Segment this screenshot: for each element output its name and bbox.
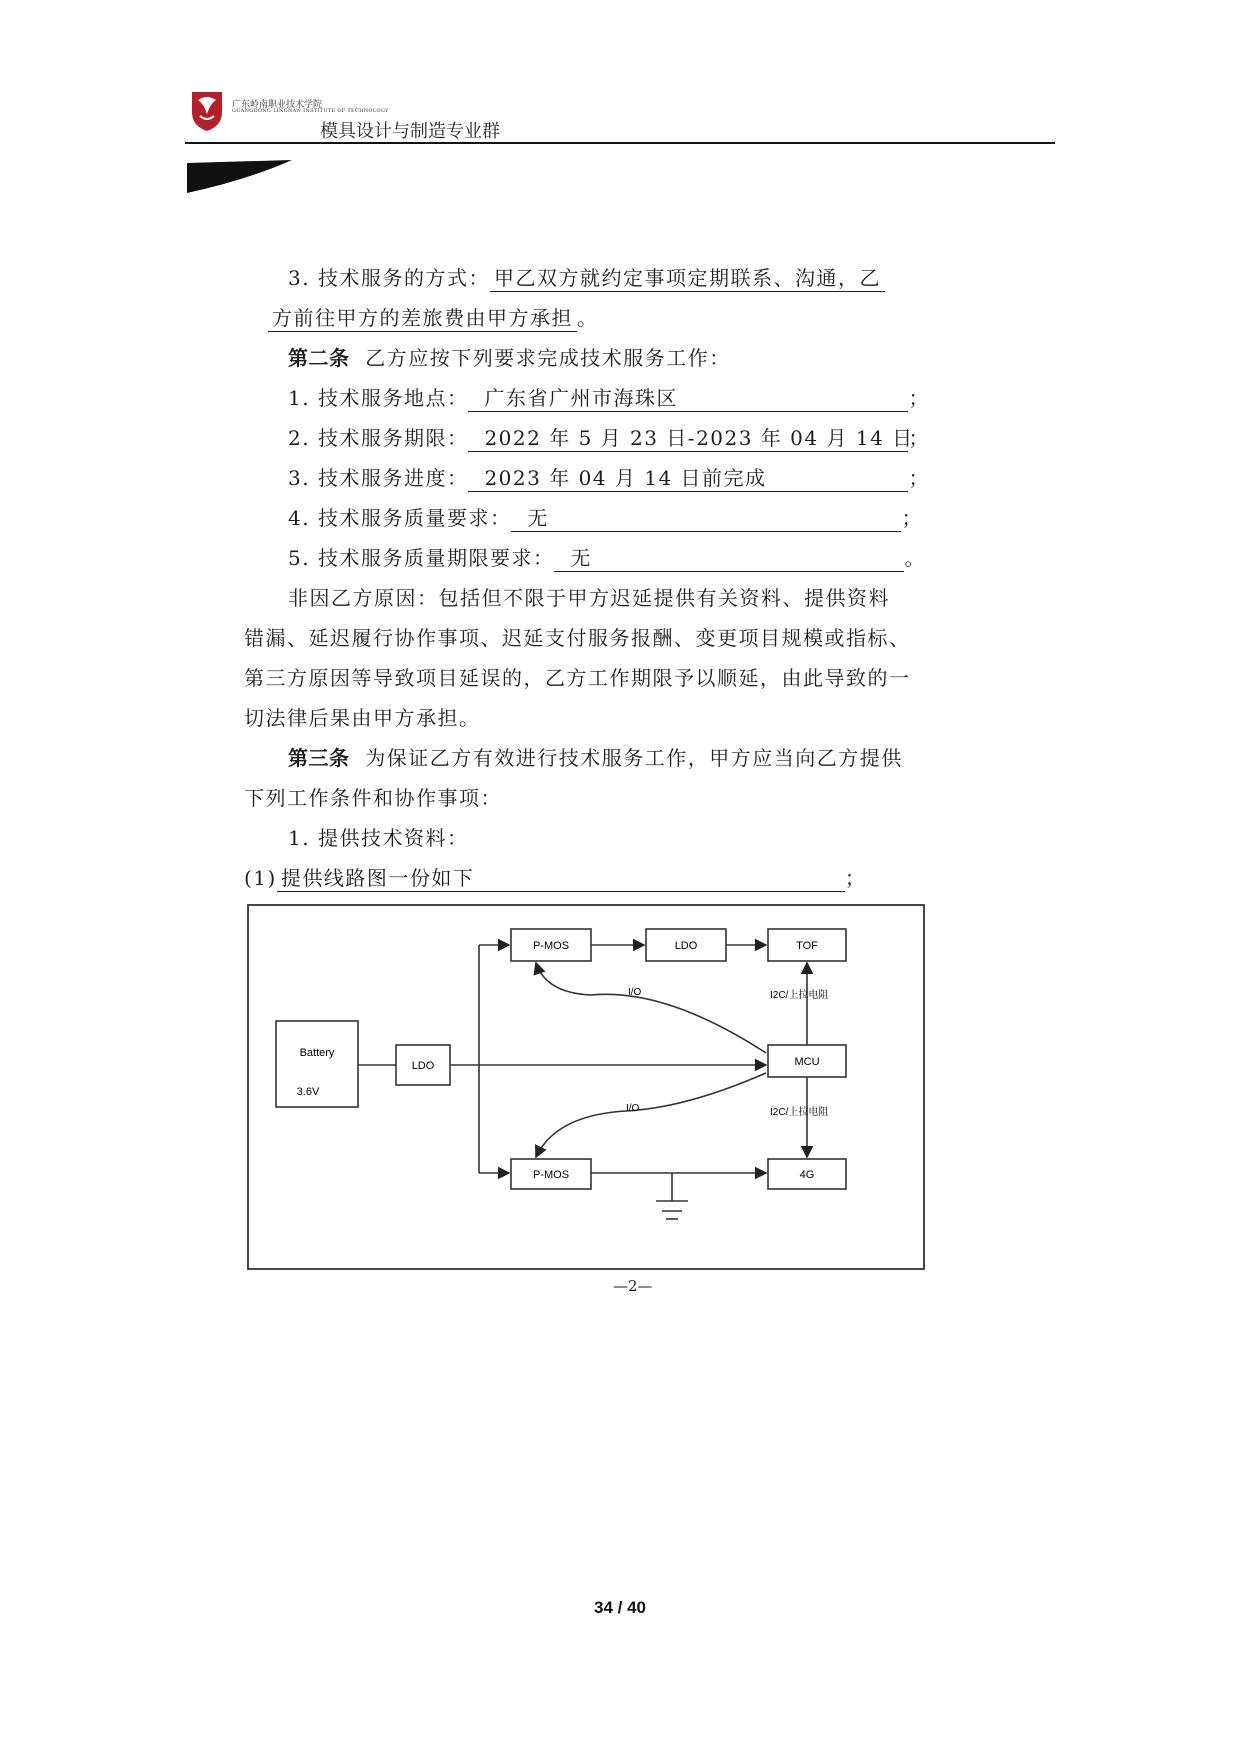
group-title: 模具设计与制造专业群 — [320, 121, 500, 142]
mcu-label: MCU — [794, 1056, 820, 1068]
module-4g-label: 4G — [799, 1169, 815, 1181]
header-rule — [185, 142, 1055, 144]
sub-item-circuit-label: (1) — [244, 866, 277, 890]
paragraph-line: 错漏、延迟履行协作事项、迟延支付服务报酬、变更项目规模或指标、 — [244, 626, 911, 650]
item-location-label: 1. 技术服务地点： — [288, 386, 469, 410]
item-location — [288, 385, 930, 412]
item-period-value: 2022 年 5 月 23 日-2023 年 04 月 14 日 — [468, 425, 908, 452]
pmos-top-label: P-MOS — [532, 940, 570, 952]
scan-page-number: —2— — [613, 1277, 653, 1295]
item-progress — [288, 465, 930, 492]
school-logo — [190, 90, 224, 132]
pmos-bottom-label: P-MOS — [532, 1169, 570, 1181]
service-method-line — [288, 265, 885, 292]
scanned-page — [244, 255, 978, 1315]
item-quality-value: 无 — [511, 505, 901, 532]
article-3-text: 为保证乙方有效进行技术服务工作，甲方应当向乙方提供 — [365, 746, 903, 770]
item-quality-period-value: 无 — [554, 545, 904, 572]
io-curve-bottom — [536, 1073, 766, 1157]
item-progress-end: ； — [908, 466, 930, 490]
travel-expense-value: 方前往甲方的差旅费由甲方承担 — [268, 305, 577, 332]
item-quality-end: ； — [901, 506, 923, 530]
item-quality-label: 4. 技术服务质量要求： — [288, 506, 512, 530]
school-name-en: GUANGDONG LINGNAN INSTITUTE OF TECHNOLOGY — [232, 108, 389, 114]
item-progress-label: 3. 技术服务进度： — [288, 466, 469, 490]
sub-item-circuit-end: ； — [844, 866, 867, 890]
service-method-label: 3. 技术服务的方式： — [288, 266, 490, 290]
sub-item-circuit-value: 提供线路图一份如下 — [277, 865, 845, 892]
circuit-diagram — [246, 903, 926, 1271]
article-2-title: 第二条 — [288, 346, 350, 370]
article-2-text: 乙方应按下列要求完成技术服务工作： — [365, 346, 731, 370]
sub-item-tech-data: 1. 提供技术资料： — [288, 826, 469, 850]
article-2-heading — [288, 345, 731, 371]
page-counter: 34 / 40 — [594, 1598, 646, 1617]
corner-decoration — [187, 160, 292, 196]
i2c-bottom-label: I2C/上拉电阻 — [770, 1107, 829, 1118]
item-location-value: 广东省广州市海珠区 — [468, 385, 908, 412]
paragraph-line: 切法律后果由甲方承担。 — [244, 706, 481, 730]
service-method-line-2 — [268, 305, 599, 332]
item-progress-value: 2023 年 04 月 14 日前完成 — [468, 465, 908, 492]
item-location-end: ； — [908, 386, 930, 410]
item-quality-period — [288, 545, 926, 572]
item-period-label: 2. 技术服务期限： — [288, 426, 469, 450]
article-3-continuation: 下列工作条件和协作事项： — [244, 786, 502, 810]
line2-period: 。 — [577, 306, 599, 330]
item-quality-period-label: 5. 技术服务质量期限要求： — [288, 546, 555, 570]
ldo-main-label: LDO — [411, 1060, 435, 1072]
i2c-top-label: I2C/上拉电阻 — [770, 990, 829, 1001]
io-curve-top — [536, 963, 766, 1053]
tof-label: TOF — [796, 940, 818, 952]
io-top-label: I/O — [628, 987, 642, 998]
item-quality-period-end: 。 — [904, 546, 926, 570]
article-3-title: 第三条 — [288, 746, 350, 770]
paragraph-line: 非因乙方原因：包括但不限于甲方迟延提供有关资料、提供资料 — [288, 586, 890, 610]
io-bottom-label: I/O — [626, 1103, 640, 1114]
item-quality — [288, 505, 923, 532]
battery-voltage: 3.6V — [296, 1086, 320, 1098]
article-3-heading — [288, 745, 903, 771]
paragraph-line: 第三方原因等导致项目延误的，乙方工作期限予以顺延，由此导致的一 — [244, 666, 911, 690]
service-method-value: 甲乙双方就约定事项定期联系、沟通，乙 — [490, 265, 885, 292]
sub-item-circuit — [244, 865, 866, 892]
school-name-cn: 广东岭南职业技术学院 — [232, 100, 323, 110]
ldo-top-label: LDO — [674, 940, 698, 952]
item-period — [288, 425, 930, 452]
battery-label: Battery — [299, 1047, 335, 1059]
item-period-end: ； — [908, 426, 930, 450]
